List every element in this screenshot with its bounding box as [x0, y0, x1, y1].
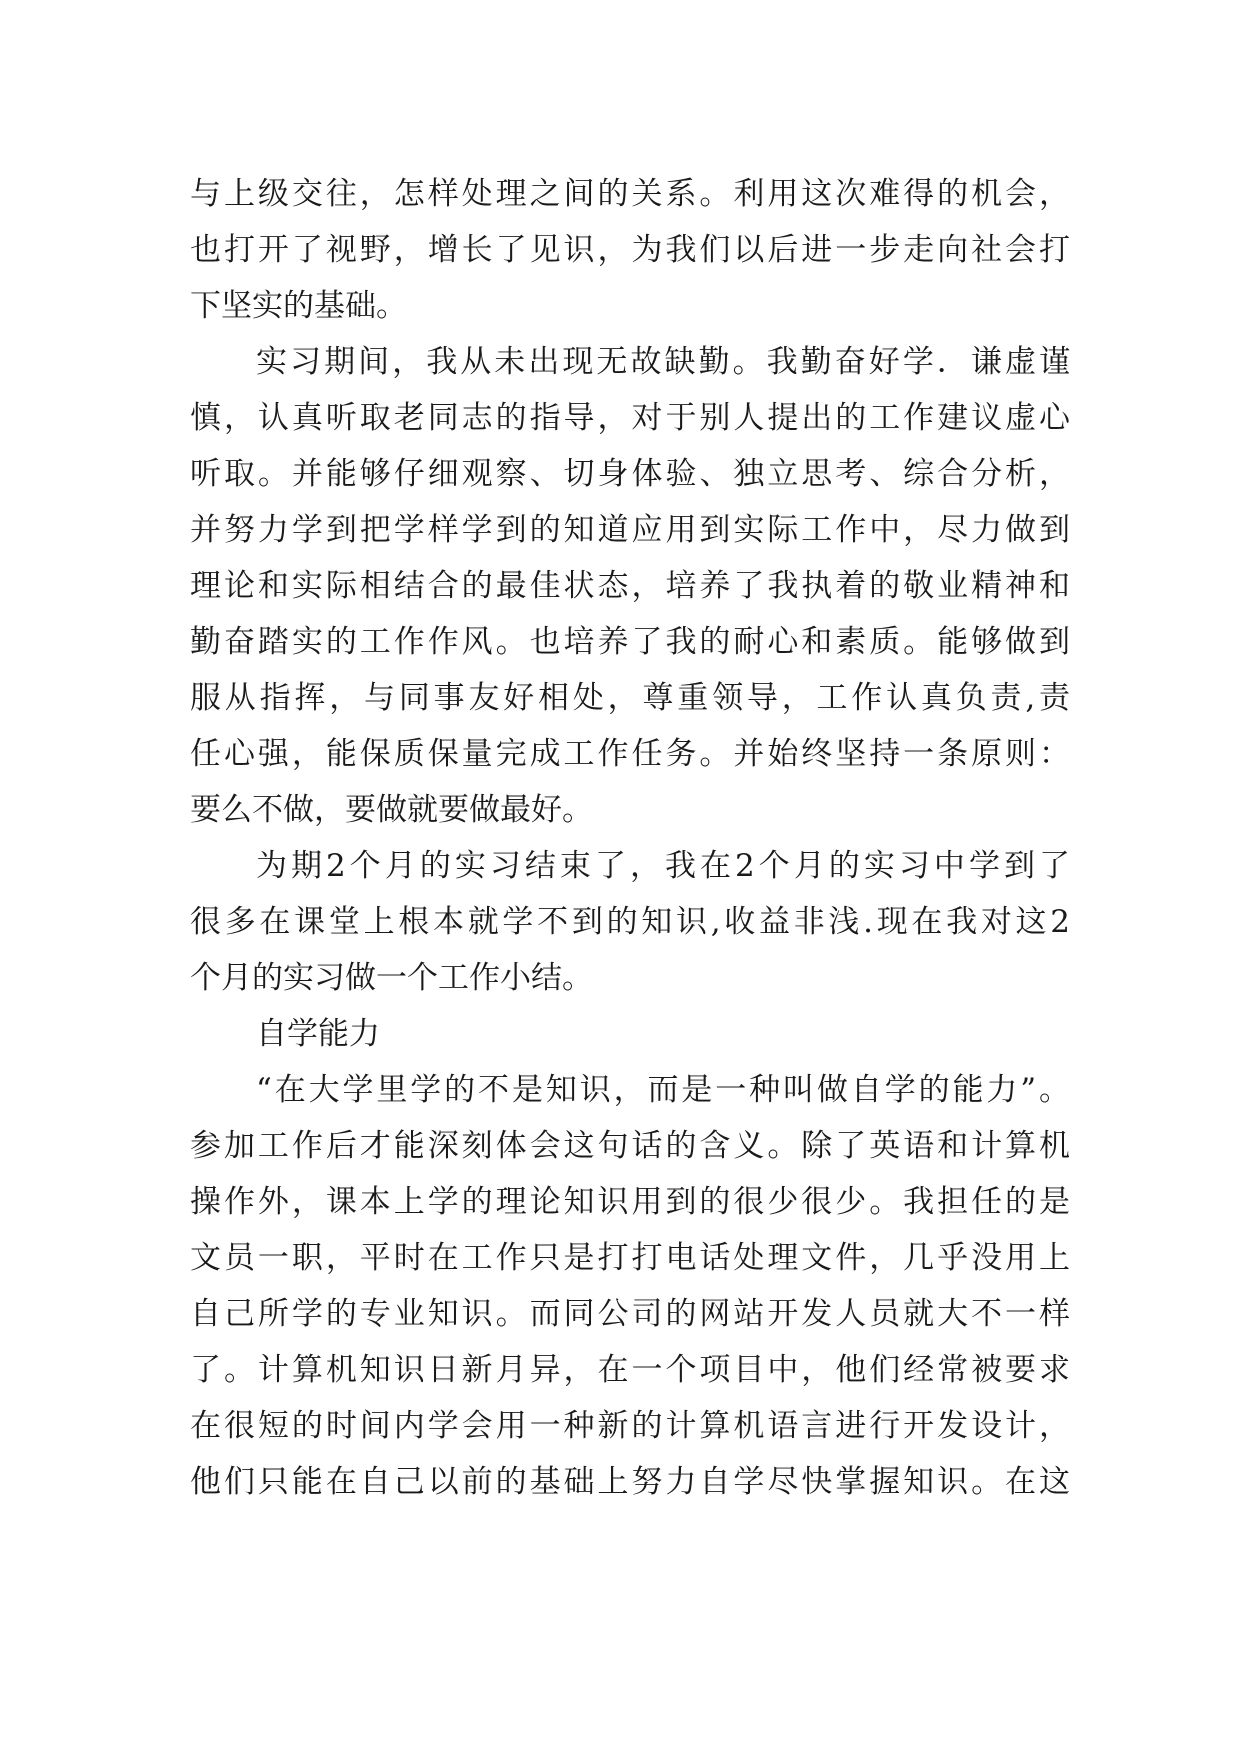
text-line: 要么不做，要做就要做最好。 — [190, 792, 593, 828]
text-line: 并努力学到把学样学到的知道应用到实际工作中，尽力做到 — [190, 512, 1070, 548]
section-heading: 自学能力 — [256, 1016, 380, 1052]
text-line: 听取。并能够仔细观察、切身体验、独立思考、综合分析， — [190, 456, 1070, 492]
text-line: 慎，认真听取老同志的指导，对于别人提出的工作建议虚心 — [190, 400, 1070, 436]
text-line: 与上级交往，怎样处理之间的关系。利用这次难得的机会， — [190, 176, 1070, 212]
text-line: 服从指挥，与同事友好相处，尊重领导，工作认真负责,责 — [190, 680, 1070, 716]
text-line: 任心强，能保质保量完成工作任务。并始终坚持一条原则： — [190, 736, 1070, 772]
text-line: 勤奋踏实的工作作风。也培养了我的耐心和素质。能够做到 — [190, 624, 1070, 660]
text-line: 理论和实际相结合的最佳状态，培养了我执着的敬业精神和 — [190, 568, 1070, 604]
text-line: 参加工作后才能深刻体会这句话的含义。除了英语和计算机 — [190, 1128, 1070, 1164]
text-line: 下坚实的基础。 — [190, 288, 407, 324]
text-line: 很多在课堂上根本就学不到的知识,收益非浅.现在我对这2 — [190, 904, 1070, 940]
text-line: 自己所学的专业知识。而同公司的网站开发人员就大不一样 — [190, 1296, 1070, 1332]
text-line: 文员一职，平时在工作只是打打电话处理文件，几乎没用上 — [190, 1240, 1070, 1276]
paragraph-first-line: 实习期间，我从未出现无故缺勤。我勤奋好学．谦虚谨 — [256, 344, 1070, 380]
text-line: 也打开了视野，增长了见识，为我们以后进一步走向社会打 — [190, 232, 1070, 268]
paragraph-first-line: “在大学里学的不是知识，而是一种叫做自学的能力”。 — [256, 1072, 1070, 1108]
text-line: 在很短的时间内学会用一种新的计算机语言进行开发设计， — [190, 1408, 1070, 1444]
text-line: 他们只能在自己以前的基础上努力自学尽快掌握知识。在这 — [190, 1464, 1070, 1500]
text-line: 个月的实习做一个工作小结。 — [190, 960, 593, 996]
text-line: 操作外，课本上学的理论知识用到的很少很少。我担任的是 — [190, 1184, 1070, 1220]
text-line: 了。计算机知识日新月异，在一个项目中，他们经常被要求 — [190, 1352, 1070, 1388]
paragraph-first-line: 为期2个月的实习结束了，我在2个月的实习中学到了 — [256, 848, 1070, 884]
